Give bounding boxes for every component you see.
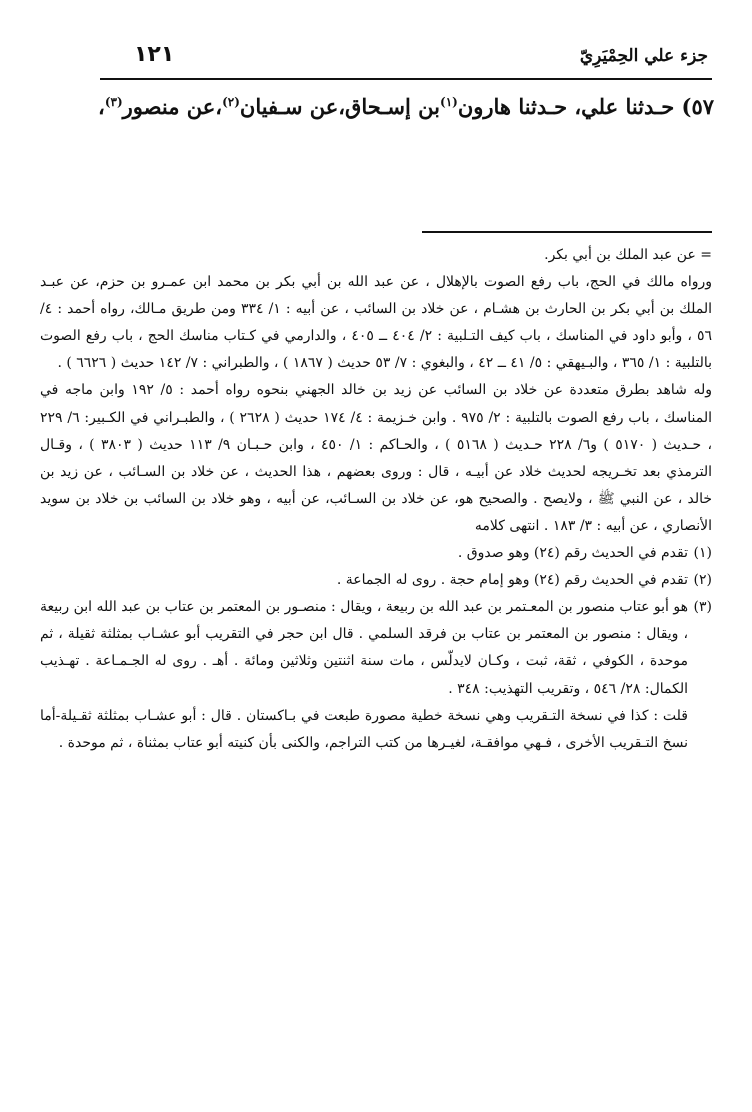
- footnote-2-text: تقدم في الحديث رقم (٢٤) وهو إمام حجة . روى له الجماعة .: [336, 572, 688, 589]
- footnote-continuation-1: = عن عبد الملك بن أبي بكر.: [544, 247, 712, 263]
- footnote-3-number: (٣): [693, 599, 712, 616]
- ref-2: (٢): [222, 95, 240, 109]
- hadith-text-3: ،عن منصور: [122, 94, 223, 119]
- footnote-1-text: تقدم في الحديث رقم (٢٤) وهو صدوق .: [457, 545, 688, 562]
- footnote-3: [40, 594, 712, 702]
- ref-3: (٣): [104, 95, 123, 109]
- footnote-1: [40, 540, 712, 567]
- footnote-3-comment: قلت : كذا في نسخة التـقريب وهي نسخة خطية مصورة طبعت في بـاكستان . قال : أبو عشـاب بمثلثة ثقـيلة-أما نسخ التـقريب الأخرى ، فـهي موافقـة، لغيـرها من كتب التراجم، والكنى بأن كنيته أبو عتاب بمثناة ، ثم موحدة .: [40, 707, 688, 751]
- footnotes: [40, 242, 712, 757]
- ref-1: (١): [440, 95, 458, 109]
- footnote-continuation-3: وله شاهد بطرق متعددة عن خلاد بن السائب عن زيد بن خالد الجهني بنحوه رواه أحمد : ٥/ ١٩٢ وابن ماجه في المناسك ، باب رفع الصوت بالتلبية : ٢/ ٩٧٥ . وابن خـزيمة : ٤/ ١٧٤ حديث ( ٢٦٢٨ ) ، والطبـراني في الكـبير: ٦/ ٢٢٩ ، حـديث ( ٥١٧٠ ) و٦/ ٢٢٨ حـديث ( ٥١٦٨ ) ، والحـاكم : ١/ ٤٥٠ ، وابن حـبـان ٩/ ١١٣ حديث ( ٣٨٠٣ ) ، وقـال الترمذي بعد تخـريجه لحديث خلاد عن أبيـه ، قال : وروى بعضهم ، هذا الحديث ، عن خلاد بن السـائب ، عن زيد بن خالد ، عن النبي ﷺ ، ولايصح . والصحيح هو، عن خلاد بن السـائب، عن أبيه ، وهو خلاد بن السائب بن خلاد بن سويد الأنصاري ، عن أبيه : ٣/ ١٨٣ . انتهى كلامه: [40, 382, 713, 534]
- footnote-separator: [422, 231, 712, 233]
- hadith-text-4: ،: [98, 94, 105, 119]
- footnote-2: [40, 567, 712, 594]
- footnote-continuation-2: ورواه مالك في الحج، باب رفع الصوت بالإهلال ، عن عبد الله بن أبي بكر بن محمد ابن عمـرو بن حزم، عن عبـد الملك بن أبي بكر بن الحارث بن هشـام ، عن خلاد بن السائب ، عن أبيه : ١/ ٣٣٤ ومن طريق مـالك، رواه أحمد : ٤/ ٥٦ ، وأبو داود في المناسك ، باب كيف التـلبية : ٢/ ٤٠٤ ــ ٤٠٥ ، والدارمي في كـتاب مناسك الحج ، باب رفع الصوت بالتلبية : ١/ ٣٦٥ ، والبـيهقي : ٥/ ٤١ ــ ٤٢ ، والبغوي : ٧/ ٥٣ حديث ( ١٨٦٧ ) ، والطبراني : ٧/ ١٤٢ حديث ( ٦٦٢٦ ) .: [40, 274, 713, 372]
- footnote-3-text: هو أبو عتاب منصور بن المعـتمر بن عبد الله بن ربيعة ، ويقال : منصـور بن المعتمر بن عتاب بن عبد الله ابن ربيعة ، ويقال : منصور بن المعتمر بن عتاب بن فرقد السلمي . قال ابن حجر في التقريب أبو عشـاب بمثلثة ثقيلة ، ثم موحدة ، الكوفي ، ثقة، ثبت ، وكـان لايدلّس ، مات سنة اثنتين وثلاثين ومائة . أهـ . روى له الجـمـاعة . تهـذيب الكمال: ٢٨/ ٥٤٦ ، وتقريب التهذيب: ٣٤٨ .: [40, 599, 688, 697]
- footnote-2-number: (٢): [693, 572, 712, 589]
- hadith-text-1: حـدثنا علي، حـدثنا هارون: [457, 94, 675, 119]
- hadith-number: ٥٧): [681, 94, 714, 119]
- footnote-1-number: (١): [693, 545, 712, 562]
- page-number: ١٢١: [134, 42, 175, 67]
- page-header: [100, 38, 712, 80]
- running-title: جزء علي الحِمْيَرِيّ: [579, 46, 708, 66]
- hadith-text-2: بن إسـحاق،عن سـفيان: [239, 94, 440, 119]
- hadith-57: [24, 94, 714, 119]
